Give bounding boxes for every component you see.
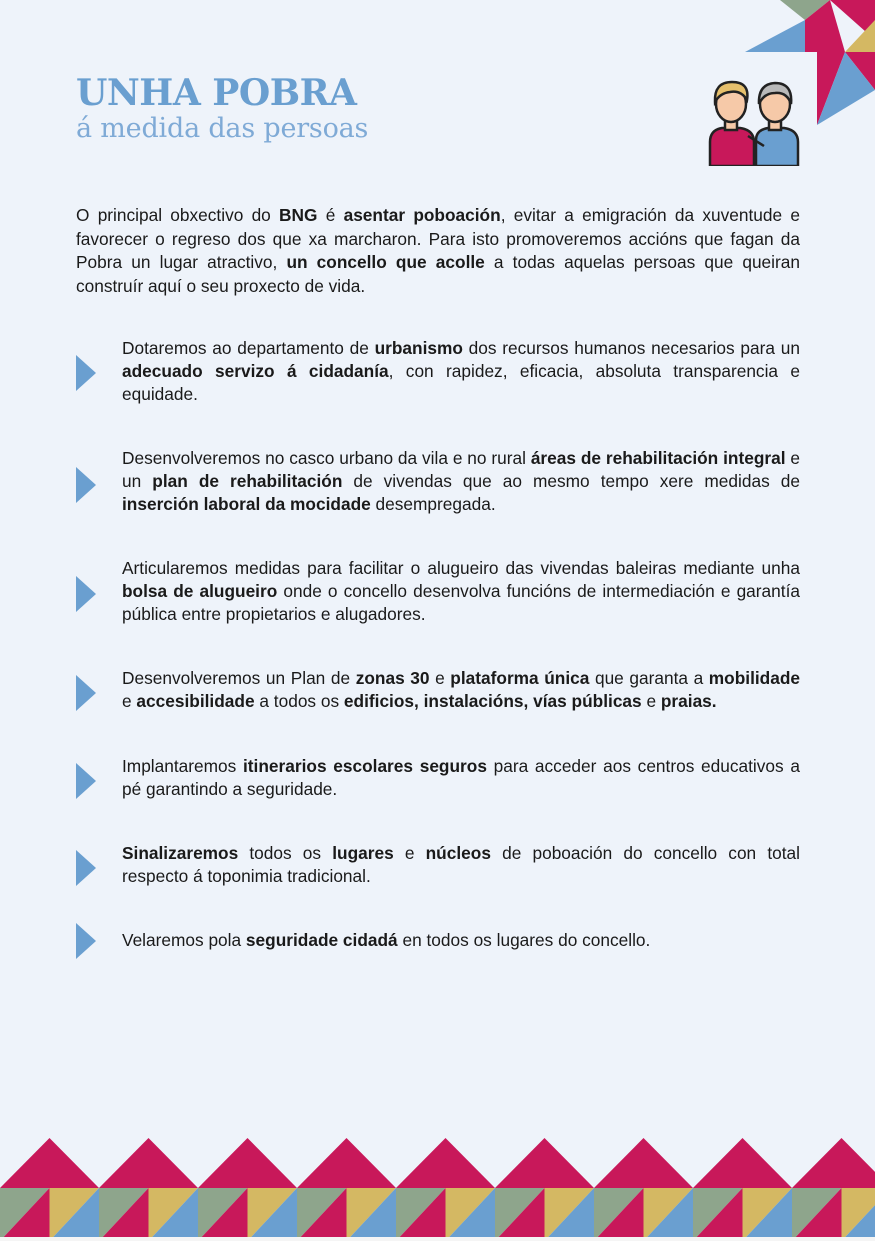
arrow-icon [76, 467, 96, 503]
bold-text: lugares [332, 843, 394, 863]
bold-text: un concello que acolle [286, 252, 485, 272]
text-run: é [317, 205, 344, 225]
list-item-text [122, 755, 800, 801]
bold-text: urbanismo [374, 338, 463, 358]
bold-text: itinerarios escolares seguros [243, 756, 487, 776]
text-run: e [641, 691, 661, 711]
text-run: a todas aquelas persoas que queiran construír aquí o seu proxecto de vida. [76, 252, 800, 296]
bold-text: edificios, instalacións, vías públicas [343, 691, 642, 711]
bold-text: mobilidade [708, 668, 801, 688]
bold-text: núcleos [425, 843, 491, 863]
text-run: , evitar a emigración da xuventude e favorecer o regreso dos que xa marcharon. Para isto promoveremos accións que fagan da Pobra un lugar atractivo, [76, 205, 800, 272]
text-run: Articularemos medidas para facilitar o alugueiro das vivendas baleiras mediante unha [122, 558, 800, 578]
list-item-text [122, 557, 800, 626]
text-run: a todos os [254, 691, 344, 711]
text-run: para acceder aos centros educativos a pé garantindo a seguridade. [122, 756, 800, 799]
text-run: de vivendas que ao mesmo tempo xere medidas de [342, 471, 800, 491]
arrow-icon [76, 850, 96, 886]
arrow-icon [76, 576, 96, 612]
text-run: dos recursos humanos necesarios para un [462, 338, 800, 358]
text-run: en todos os lugares do concello. [397, 930, 651, 950]
page-title: UNHA POBRA [76, 72, 357, 114]
bold-text: BNG [279, 205, 318, 225]
bold-text: adecuado servizo á cidadanía [122, 361, 389, 381]
bold-text: bolsa de alugueiro [122, 581, 278, 601]
text-run: Dotaremos ao departamento de [122, 338, 375, 358]
text-run: de poboación do concello con total respecto á toponimia tradicional. [122, 843, 800, 886]
arrow-icon [76, 675, 96, 711]
text-run: desempregada. [370, 494, 496, 514]
text-run: Desenvolveremos un Plan de [122, 668, 356, 688]
title-block [76, 73, 368, 145]
page-subtitle: á medida das persoas [76, 113, 369, 144]
text-run: onde o concello desenvolva funcións de intermediación e garantía pública entre propietarios e alugadores. [122, 581, 800, 624]
people-icon [708, 78, 802, 166]
list-item-text [122, 337, 800, 406]
text-run: , con rapidez, eficacia, absoluta transparencia e equidade. [122, 361, 800, 404]
text-run: e [393, 843, 426, 863]
bold-text: asentar poboación [343, 205, 501, 225]
bold-text: Sinalizaremos [122, 843, 239, 863]
bold-text: accesibilidade [136, 691, 255, 711]
bold-text: áreas de rehabilitación integral [530, 448, 786, 468]
bold-text: praias. [660, 691, 717, 711]
arrow-icon [76, 355, 96, 391]
bold-text: plan de rehabilitación [152, 471, 343, 491]
arrow-icon [76, 763, 96, 799]
text-run: que garanta a [589, 668, 709, 688]
text-run: Implantaremos [122, 756, 243, 776]
bold-text: plataforma única [450, 668, 590, 688]
text-run: O principal obxectivo do [76, 205, 280, 225]
intro-paragraph [76, 204, 800, 298]
list-item-text [122, 667, 800, 713]
list-item-text [122, 447, 800, 516]
bold-text: zonas 30 [355, 668, 430, 688]
text-run: e un [122, 448, 800, 491]
text-run: e [122, 691, 137, 711]
text-run: todos os [238, 843, 333, 863]
text-run: e [429, 668, 451, 688]
text-run: Desenvolveremos no casco urbano da vila e no rural [122, 448, 531, 468]
bold-text: seguridade cidadá [245, 930, 398, 950]
list-item-text [122, 842, 800, 888]
arrow-icon [76, 923, 96, 959]
text-run: Velaremos pola [122, 930, 246, 950]
bold-text: inserción laboral da mocidade [122, 494, 371, 514]
bottom-decoration [0, 1138, 875, 1241]
list-item-text [122, 929, 800, 952]
